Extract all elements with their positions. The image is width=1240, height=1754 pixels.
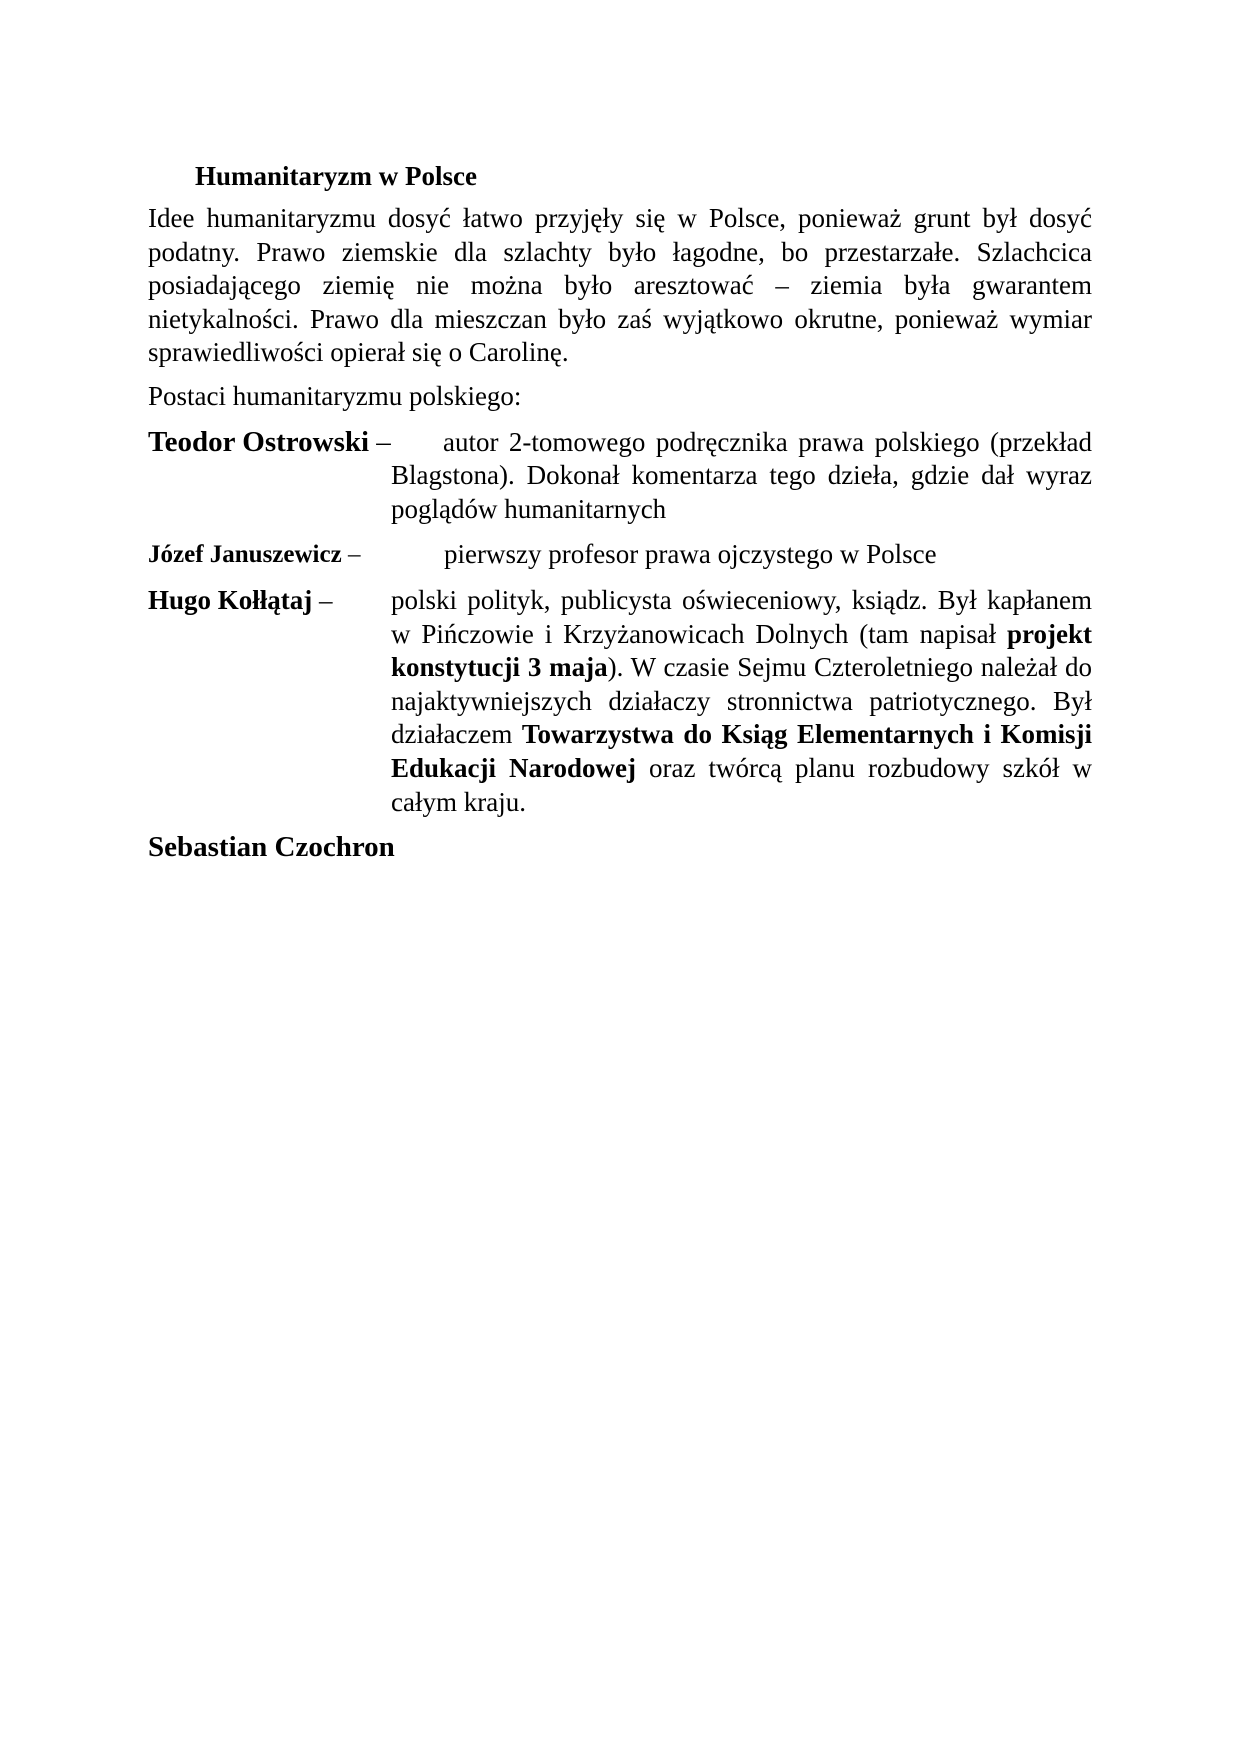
- section-subtitle: Postaci humanitaryzmu polskiego:: [148, 380, 522, 411]
- highlight-constitution: projekt konstytucji 3 maja: [391, 618, 1092, 683]
- entry-name: Józef Januszewicz: [148, 541, 342, 569]
- entry-description-text: polski polityk, publicysta oświeceniowy, ksiądz. Był kapłanem w Pińczowie i Krzyżanowicach Dolnych (tam napisał: [391, 584, 1092, 649]
- entry-name: Teodor Ostrowski: [148, 425, 370, 458]
- entry-description: [391, 426, 1092, 527]
- intro-paragraph: Idee humanitaryzmu dosyć łatwo przyjęły się w Polsce, ponieważ grunt był dosyć podatny. Prawo ziemskie dla szlachty było łagodne, bo przestarzałe. Szlachcica posiadającego ziemię nie można było aresztować – ziemia była gwarantem nietykalności. Prawo dla mieszczan było zaś wyjątkowo okrutne, ponieważ wymiar sprawiedliwości opierał się o Carolinę.: [148, 203, 1092, 368]
- highlight-commission: Komisji Edukacji Narodowej: [391, 719, 1092, 783]
- entry-description-text: ). W czasie Sejmu Czteroletniego należał do najaktywniejszych działaczy stronnictwa patriotycznego. Był działaczem: [391, 652, 1093, 750]
- entry-hugo-kollataj: [148, 584, 1092, 819]
- entry-teodor-ostrowski: [148, 426, 1092, 527]
- entry-dash: –: [369, 425, 391, 458]
- entry-term: [148, 584, 391, 618]
- entry-name: Hugo Kołłątaj: [148, 584, 313, 615]
- highlight-society: Towarzystwa do Ksiąg Elementarnych: [521, 719, 974, 750]
- entry-term: [148, 426, 391, 460]
- entry-description-text: autor 2-tomowego podręcznika prawa polskiego (przekład Blagstona). Dokonał komentarza tego dzieła, gdzie dał wyraz poglądów humanitarnych: [391, 426, 1092, 524]
- entry-jozef-januszewicz: [148, 538, 1092, 572]
- document-body: [148, 158, 1092, 865]
- entry-term: [148, 538, 442, 572]
- document-title: Humanitaryzm w Polsce: [195, 161, 477, 191]
- entry-description: [391, 584, 1092, 819]
- highlight-connector: i: [973, 719, 1001, 750]
- entry-description-text: oraz twórcą planu rozbudowy szkół w całym kraju.: [391, 752, 1092, 817]
- entry-description-text: pierwszy profesor prawa ojczystego w Polsce: [444, 539, 937, 570]
- entry-description: [442, 538, 1092, 572]
- entry-dash: –: [341, 541, 361, 569]
- final-entry-name: Sebastian Czochron: [148, 831, 395, 864]
- entry-dash: –: [312, 584, 333, 615]
